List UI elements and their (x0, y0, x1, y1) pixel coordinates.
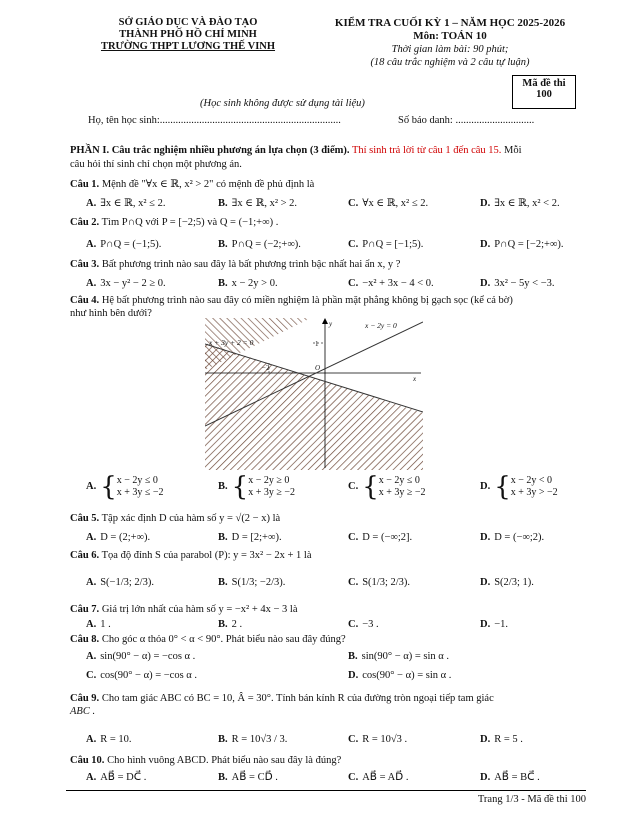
option-text: −3 . (362, 619, 379, 630)
question-text: Mệnh đề "∀x ∈ ℝ, x² > 2" có mệnh đề phủ định là (101, 179, 315, 190)
option-text: 2 . (231, 619, 243, 630)
option-text: ∀x ∈ ℝ, x² ≤ 2. (362, 198, 429, 209)
option-text: ∃x ∈ ℝ, x² > 2. (231, 198, 298, 209)
system-line: x + 3y ≥ −2 (248, 487, 295, 498)
exam-structure: (18 câu trắc nghiệm và 2 câu tự luận) (370, 57, 530, 68)
question-label: Câu 8. (70, 634, 100, 645)
q1-option-a[interactable]: A. ∃x ∈ ℝ, x² ≤ 2. (86, 198, 166, 209)
q9-option-c[interactable]: C. R = 10√3 . (348, 734, 408, 745)
option-text: R = 10√3 . (362, 734, 408, 745)
option-text: ∃x ∈ ℝ, x² < 2. (494, 198, 560, 209)
student-id-field: Số báo danh: .............................. (398, 115, 535, 126)
question-label: Câu 9. (70, 693, 100, 704)
q5-option-d[interactable]: D. D = (−∞;2). (480, 532, 545, 543)
part1-title: PHẦN I. Câu trắc nghiệm nhiều phương án lựa chọn (3 điểm). (70, 145, 350, 156)
part1-instruction-red: Thí sinh trả lời từ câu 1 đến câu 15. (351, 145, 502, 156)
exam-code-value: 100 (536, 89, 552, 100)
header-city: THÀNH PHỐ HỒ CHÍ MINH (119, 29, 257, 40)
q9-option-b[interactable]: B. R = 10√3 / 3. (218, 734, 288, 745)
option-text: D = [2;+∞). (231, 532, 282, 543)
question-9-line2: ABC . (70, 706, 96, 717)
q3-option-b[interactable]: B. x − 2y > 0. (218, 278, 278, 289)
question-text: Tập xác định D của hàm số y = √(2 − x) là (101, 513, 281, 524)
option-text: cos(90° − α) = −cos α . (100, 670, 198, 681)
question-6 (70, 549, 312, 562)
header-dept: SỞ GIÁO DỤC VÀ ĐÀO TẠO (118, 17, 258, 28)
option-text: AB⃗ = DC⃗ . (100, 772, 147, 783)
student-name-field: Họ, tên học sinh:..................................................................... (88, 115, 341, 126)
page-footer: Trang 1/3 - Mã đề thi 100 (477, 794, 586, 805)
exam-code-box (512, 75, 576, 109)
option-text: AB⃗ = CD⃗ . (231, 772, 278, 783)
label-tick-x: −2 (262, 364, 270, 372)
q7-option-d[interactable]: D. −1. (480, 619, 509, 630)
q2-option-b[interactable]: B. P∩Q = (−2;+∞). (218, 239, 301, 250)
q4-option-d[interactable]: D. {x − 2y < 0 x + 3y > −2 (480, 472, 558, 502)
question-8 (70, 633, 346, 646)
option-text: S(−1/3; 2/3). (100, 577, 154, 588)
option-text: AB⃗ = BC⃗ . (494, 772, 540, 783)
option-text: sin(90° − α) = −cos α . (100, 651, 196, 662)
q3-option-c[interactable]: C. −x² + 3x − 4 < 0. (348, 278, 434, 289)
option-text: 1 . (100, 619, 111, 630)
q3-option-d[interactable]: D. 3x² − 5y < −3. (480, 278, 555, 289)
brace-icon: { (100, 472, 117, 502)
label-line2: x + 3y + 2 = 0 (209, 338, 254, 347)
part1-heading (70, 144, 522, 157)
system-line: x + 3y ≥ −2 (378, 487, 426, 498)
option-text: S(2/3; 1). (494, 577, 534, 588)
option-text: cos(90° − α) = sin α . (362, 670, 452, 681)
q7-option-a[interactable]: A. 1 . (86, 619, 111, 630)
q4-option-c[interactable]: C. {x − 2y ≤ 0 x + 3y ≥ −2 (348, 472, 426, 502)
question-label: Câu 5. (70, 513, 100, 524)
option-text: −1. (494, 619, 509, 630)
system-line: x − 2y < 0 (510, 475, 553, 486)
system-line: x − 2y ≥ 0 (248, 475, 290, 486)
label-origin: O (315, 364, 321, 372)
inequality-region-graph (205, 318, 423, 470)
q1-option-c[interactable]: C. ∀x ∈ ℝ, x² ≤ 2. (348, 198, 429, 209)
q8-option-b[interactable]: B. sin(90° − α) = sin α . (348, 651, 450, 662)
option-text: x − 2y > 0. (231, 278, 278, 289)
exam-time: Thời gian làm bài: 90 phút; (391, 44, 509, 55)
label-tick-y: 1 (315, 340, 319, 348)
option-text: 3x² − 5y < −3. (494, 278, 555, 289)
q4-option-a[interactable]: A. {x − 2y ≤ 0 x + 3y ≤ −2 (86, 472, 164, 502)
question-1 (70, 178, 314, 191)
option-text: P∩Q = (−1;5). (100, 239, 162, 250)
q7-option-c[interactable]: C. −3 . (348, 619, 379, 630)
brace-icon: { (494, 472, 511, 502)
question-label: Câu 7. (70, 604, 100, 615)
q1-option-b[interactable]: B. ∃x ∈ ℝ, x² > 2. (218, 198, 298, 209)
option-text: R = 10. (100, 734, 132, 745)
question-text: Cho góc α thỏa 0° < α < 90°. Phát biểu nào sau đây đúng? (101, 634, 346, 645)
footer-rule (66, 790, 586, 791)
question-label: Câu 3. (70, 259, 100, 270)
option-text: R = 10√3 / 3. (231, 734, 288, 745)
option-text: −x² + 3x − 4 < 0. (362, 278, 434, 289)
option-text: S(1/3; 2/3). (362, 577, 411, 588)
header-school: TRƯỜNG THPT LƯƠNG THẾ VINH (100, 41, 276, 52)
q5-option-b[interactable]: B. D = [2;+∞). (218, 532, 282, 543)
question-text: Tọa độ đỉnh S của parabol (P): y = 3x² − 2x + 1 là (101, 550, 312, 561)
exam-subject: Môn: TOÁN 10 (413, 30, 487, 42)
question-3 (70, 258, 400, 271)
option-text: D = (2;+∞). (100, 532, 151, 543)
label-x-axis: x (413, 375, 417, 383)
q5-option-c[interactable]: C. D = (−∞;2]. (348, 532, 413, 543)
option-text: D = (−∞;2]. (362, 532, 413, 543)
q10-option-c[interactable]: C. AB⃗ = AD⃗ . (348, 772, 409, 783)
option-text: S(1/3; −2/3). (231, 577, 286, 588)
exam-title: KIỂM TRA CUỐI KỲ 1 – NĂM HỌC 2025-2026 (334, 17, 566, 29)
q6-option-d[interactable]: D. S(2/3; 1). (480, 577, 534, 588)
part1-instruction-black: Mỗi (504, 145, 522, 156)
exam-code-label: Mã đề thi (522, 78, 566, 89)
option-text: P∩Q = [−1;5). (362, 239, 424, 250)
option-text: 3x − y² − 2 ≥ 0. (100, 278, 166, 289)
option-text: AB⃗ = AD⃗ . (362, 772, 409, 783)
question-5 (70, 512, 280, 525)
question-text: Tìm P∩Q với P = [−2;5) và Q = (−1;+∞) . (101, 217, 279, 228)
q6-option-c[interactable]: C. S(1/3; 2/3). (348, 577, 411, 588)
question-text: Hệ bất phương trình nào sau đây có miền nghiệm là phần mặt phẳng không bị gạch sọc (kể cả bờ) (101, 295, 513, 306)
q8-option-c[interactable]: C. cos(90° − α) = −cos α . (86, 670, 198, 681)
question-label: Câu 6. (70, 550, 100, 561)
question-4 (70, 294, 513, 307)
q6-option-a[interactable]: A. S(−1/3; 2/3). (86, 577, 154, 588)
q9-option-d[interactable]: D. R = 5 . (480, 734, 523, 745)
part1-instruction-line2: câu hỏi thí sinh chỉ chọn một phương án. (70, 159, 242, 170)
no-docs-note: (Học sinh không được sử dụng tài liệu) (200, 98, 365, 109)
option-text: R = 5 . (494, 734, 523, 745)
q6-option-b[interactable]: B. S(1/3; −2/3). (218, 577, 286, 588)
system-line: x − 2y ≤ 0 (116, 475, 158, 486)
system-line: x + 3y > −2 (510, 487, 558, 498)
system-line: x + 3y ≤ −2 (116, 487, 164, 498)
question-text: Cho hình vuông ABCD. Phát biểu nào sau đây là đúng? (107, 755, 342, 766)
brace-icon: { (362, 472, 379, 502)
option-text: D = (−∞;2). (494, 532, 545, 543)
label-line1: x − 2y = 0 (365, 321, 397, 330)
question-2 (70, 216, 278, 229)
label-y-axis: y (329, 320, 333, 328)
question-9 (70, 692, 494, 705)
question-text: Giá trị lớn nhất của hàm số y = −x² + 4x − 3 là (101, 604, 298, 615)
question-10 (70, 754, 341, 767)
question-label: Câu 2. (70, 217, 100, 228)
q2-option-a[interactable]: A. P∩Q = (−1;5). (86, 239, 162, 250)
q5-option-a[interactable]: A. D = (2;+∞). (86, 532, 151, 543)
q7-option-b[interactable]: B. 2 . (218, 619, 243, 630)
q9-option-a[interactable]: A. R = 10. (86, 734, 132, 745)
q2-option-d[interactable]: D. P∩Q = [−2;+∞). (480, 239, 564, 250)
brace-icon: { (231, 472, 249, 502)
option-text: P∩Q = (−2;+∞). (231, 239, 301, 250)
option-text: P∩Q = [−2;+∞). (494, 239, 564, 250)
q3-option-a[interactable]: A. 3x − y² − 2 ≥ 0. (86, 278, 166, 289)
q10-option-a[interactable]: A. AB⃗ = DC⃗ . (86, 772, 147, 783)
q10-option-d[interactable]: D. AB⃗ = BC⃗ . (480, 772, 540, 783)
question-label: Câu 1. (70, 179, 100, 190)
q1-option-d[interactable]: D. ∃x ∈ ℝ, x² < 2. (480, 198, 560, 209)
question-text: Bất phương trình nào sau đây là bất phương trình bậc nhất hai ẩn x, y ? (101, 259, 401, 270)
q2-option-c[interactable]: C. P∩Q = [−1;5). (348, 239, 424, 250)
q8-option-d[interactable]: D. cos(90° − α) = sin α . (348, 670, 452, 681)
question-label: Câu 10. (70, 755, 105, 766)
option-text: ∃x ∈ ℝ, x² ≤ 2. (100, 198, 166, 209)
q4-option-b[interactable]: B. {x − 2y ≥ 0 x + 3y ≥ −2 (218, 472, 295, 502)
q8-option-a[interactable]: A. sin(90° − α) = −cos α . (86, 651, 196, 662)
system-line: x − 2y ≤ 0 (378, 475, 420, 486)
q10-option-b[interactable]: B. AB⃗ = CD⃗ . (218, 772, 278, 783)
option-text: sin(90° − α) = sin α . (361, 651, 450, 662)
question-label: Câu 4. (70, 295, 100, 306)
question-4-line2: như hình bên dưới? (70, 308, 152, 319)
question-text: Cho tam giác ABC có BC = 10, Â = 30°. Tính bán kính R của đường tròn ngoại tiếp tam giác (101, 693, 494, 704)
question-7 (70, 603, 298, 616)
